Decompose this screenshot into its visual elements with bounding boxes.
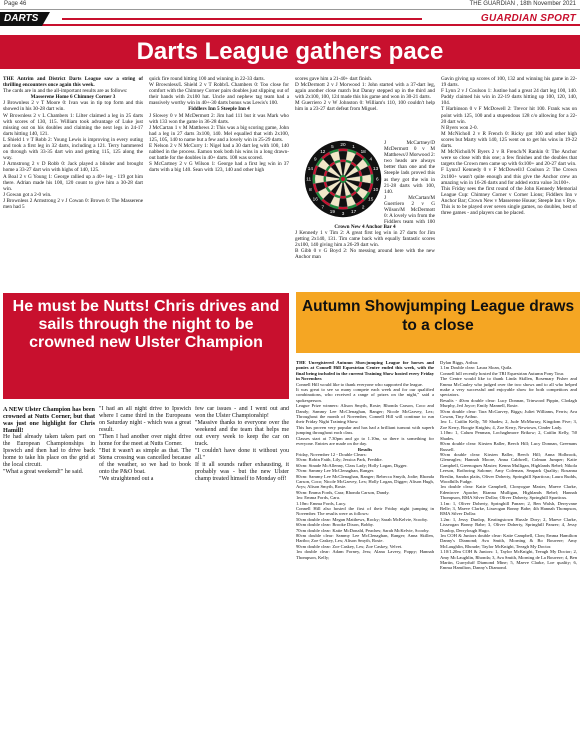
dartboard-number: 2 <box>361 204 365 210</box>
dartboard-number: 10 <box>373 187 379 193</box>
darts-para: S McCartney 2 v G Wilson 1: George had a first leg win in 37 darts with a big 140. Sean with 123, 140 and other high <box>149 161 289 174</box>
showjumping-para: 1.10/1.20m COH & Juniors: 1, Taylor McKnight, Teeagh My Doctor; 2, Amy McLaughlin, Rhonda; 3, Ava Smith, Morning de La Bouvere; 4, Ben Martin, Gurryduff Diamond Mine; 5, Maeve Clarke, Loe quality; 6, Emma Hamilton, Danny's Diamond. <box>440 549 577 571</box>
showjumping-para: 90cm double clear: Kirsten Baller, Beech Hill; Anna Holbrook, Gleneagles; Hannah Moore, Anna Caldwell, Colman Jumper; Katie Campbell, Greenogues Master; Kenna Mulligan, Highlands Rebel; Nikola Leeson, Rothwing Salome; Amy Coleman, Seapark Quality; Rosanna Breslin, Sandra plaits, Oliver Doherty, Springhill Sparticus; Laura Rudds, Woodhills Fudge. <box>440 451 577 484</box>
darts-para: T Harbinson 0 v F McDowell 2: Trevor hit 100. Frank was on point with 125, 100 and a stupendous 128 c/o allowing for a 22-20 dart win. <box>441 106 577 125</box>
darts-para: J Brownless 2 v T Moore 0: Ivan was in tip top form and this showed in his 30-28 dart win. <box>3 100 143 113</box>
showjumping-para: 1m: Emma Fords, Cara. <box>296 495 341 501</box>
dartboard-number: 14 <box>307 165 313 171</box>
showjumping-para: 50cm double clear: Tara McGarvey, Biggs; Juliet Williams, Ferris; Ava Cowan, Tiny Arthur. <box>440 408 577 420</box>
darts-para: A Boal 2 v G Young 1: George rallied up a 40+ leg - 119 got him there. Adrian made his 100, 120 count to give him a 30-28 dart win. <box>3 173 143 192</box>
darts-column-3-wrap <box>384 140 435 224</box>
ulster-para: "What a great weekend!" he said. <box>3 469 84 475</box>
showjumping-para: League Prize winners: Alison Smyth, Rosie; Rhonda Carson, Coco and Dandy; Sammy Lee McClenaghan, Ranger; Nicole McGarvey, Lex; Throughout the month of November, Connell Hill will continue to run their Friday Night Training Show. <box>296 403 434 425</box>
dartboard-number: 17 <box>351 209 357 215</box>
dartboard-number: 1 <box>352 143 355 149</box>
darts-para: E Nelson 2 v N McCurry 1: Nigel had a 30 dart leg with 100, 140 nabbed in the process. Eamon took both his wins in a long drawn-out battle for the doubles in 40+ darts. 108 was scored. <box>149 143 289 162</box>
darts-para: scores gave him a 21-40+ dart finish. <box>295 76 373 82</box>
showjumping-para: 60cm double clear: Brooke Dixon, Bobby. <box>296 522 374 528</box>
ulster-para: "Then I had another over night drive home for the meet at Nutts Corner. <box>99 434 191 447</box>
ulster-para: "Massive thanks to everyone over the weekend and the team that helps me out every week to keep the car on track. <box>195 420 289 447</box>
ulster-column-3 <box>195 406 289 734</box>
darts-para: W Brownless 2 v L Chambers 1: Lilter claimed a leg in 25 darts with scores of 130, 115. William took advantage of Luke just missing out on his doubles and claiming the next legs in 24-17 darts hitting 140, 121. <box>3 112 143 137</box>
showjumping-para: 1m double clear: Adam Forney, Jess; Alana Lavery, Poppy; Hannah Thompson, Kelly; <box>296 549 434 560</box>
showjumping-para: 60cm: Sinade McAllenny, Class Lady; Holly Logan, Digger. <box>296 462 408 468</box>
dartboard-number: 16 <box>312 196 318 202</box>
showjumping-para: Connell Hill also hosted the first of their Friday night jumping in November. The results were as follows: <box>296 505 434 517</box>
darts-subhead: Fiddlers Inn 5 Steeple Inn 4 <box>188 106 250 113</box>
darts-para: J Slowey 0 v M McDermott 2: Jim had 111 but it was Mark who with 133 won the game in 36-28 darts. <box>149 112 289 125</box>
darts-para: J McCartney/D McDermott 0 v M Matthews/J Morwood 2: two heads are always better than one and the Steeple lads proved this as they got the win in 21-28 darts with 100, 140. <box>384 140 435 195</box>
showjumping-para: 1.1m: 1, Oliver Doherty, Springhill Panzer; 2, Ben Walsh, Derryvane Belle; 3, Maeve Clarke, Lisseogan Bonny Babe; 4th Hannah Thompson, RMA Silver Dollar. <box>440 500 577 517</box>
darts-para: B Gibb 0 v G Boyd 2: No messing around here with the new Anchor man <box>295 248 435 261</box>
darts-para: J Armstrong 2 v D Robb 0: Jack played a blinder and brought home a 33-27 dart win with highs of 140, 125. <box>3 161 143 174</box>
ulster-column-2 <box>99 406 191 734</box>
dartboard-number: 7 <box>321 204 325 210</box>
dartboard-number: 18 <box>360 148 366 154</box>
dartboard-number: 8 <box>309 187 312 193</box>
ulster-para: few car issues - and I went out and won the Ulster Championship! <box>195 406 289 419</box>
ulster-para: "But it wasn't as simple as that. The Stena crossing was cancelled because of the weather, so we had to book onto the P&O boat. <box>99 448 191 475</box>
showjumping-para: 1.2m: 1, Jessy Dunlop, Keatingstown Hussle Dory; 2, Maeve Clarke, Lisseogan Bonny Babe; 3, Oliver Doherty, Springhill Panzer; 4, Jessy Dunlop, Derrylough Hugo. <box>440 516 577 533</box>
darts-column-1 <box>3 76 143 286</box>
darts-column-3-lower <box>295 224 435 286</box>
darts-subhead: Crown New 4 Anchor Bar 4 <box>334 224 396 230</box>
dartboard-number: 5 <box>331 143 334 149</box>
showjumping-para: This has proven very popular and has had a brilliant turnout with superb jumping throughout each class. <box>296 424 434 436</box>
darts-para: Gavin giving up scores of 100, 132 and winning his game in 22-19 darts. <box>441 76 577 89</box>
darts-para: J Brownless 2 Armstrong 2 v J Cowan 0: Brown 0: The Masserene men had 5 <box>3 197 143 210</box>
darts-para: M Guerriero 2 v W Johnston 0: William's 110, 100 couldn't help him in a 23-27 dart defeat from Miguel. <box>295 100 435 113</box>
showjumping-para: 50cm double clear: Megan Matthews, Rocky; Sarah McKelvie, Scooby. <box>296 516 428 522</box>
darts-para: W Brownless/L Shield 2 v T Robb/L Chambers 0: Too close for comfort with the Chimney Corner pairs doubles just slipping out of their hands with 2x100 hat. Uncle and nephew tag team had a massively worthy win in 40+-30 darts bonus was Lewis's 100. <box>149 82 289 107</box>
darts-para: This Friday sees the first round of the John Kennedy Memorial League Cup: Chimney Corner v Corner Lions; Fiddlers Inn v Anchor Bar; Crown New v Masserene House; Steeple Inn v Bye. <box>441 185 577 204</box>
showjumping-para: 90cm double clear: Zoe Caskey, Lex; Zoe Caskey, Velvet. <box>296 543 403 549</box>
dartboard-number: 4 <box>369 156 373 162</box>
brand-logo: GUARDIAN SPORT <box>480 13 576 24</box>
ulster-para: He had already taken taken part on the European Championships in Ipswich and then had to drive back home to take his place on the grid at the local circuit. <box>3 434 95 468</box>
section-rule <box>62 18 422 20</box>
darts-para: This is to be played over seven single games, no doubles, best of three games - and players can be placed. <box>441 203 577 217</box>
darts-column-3 <box>295 76 435 138</box>
showjumping-para: 80cm double clear: Kirsten Baller, Beech Hill; Lucy Donnan, Greenans Russell. <box>440 441 577 452</box>
dartboard-image <box>304 140 382 218</box>
darts-lede: THE Antrim and District Darts League saw a string of thrilling encounters once again this week. <box>3 76 143 89</box>
dartboard-number: 15 <box>368 196 374 202</box>
ulster-para: "I couldn't have done it without you all." <box>195 448 289 461</box>
darts-para: J Kennedy 1 v Tim 2: A great first leg win in 27 darts for Jim getting 2x140, 131. Tim came back with equally fantastic scores 2x100, 140 giving him a 26-29 dart win. <box>295 230 435 249</box>
showjumping-para: Dylan Biggs, Arthur. <box>440 360 479 365</box>
ulster-para: "I had an all night drive to Ipswich where I came third in the Europeans on Saturday night - which was a great result. <box>99 406 191 433</box>
showjumping-lede: THE Unregistered Autumn Showjumping League for horses and ponies at Connell Hill Equestrian Centre ended this week, with the final being included in the current Training Show hosted every Friday in November. <box>296 360 434 382</box>
showjumping-para: Results - 40cm double clear: Lucy Donnan, Trinwood Pippin, Clodagh Murphy, Jed Joyce; Emily Mannell, Rosie. <box>440 397 577 409</box>
darts-column-4 <box>441 76 577 286</box>
dartboard-number: 19 <box>329 209 335 215</box>
showjumping-para: 1.1m Double clear: Laura Sloan, Quila. <box>440 365 513 371</box>
dartboard-number: 3 <box>341 210 345 216</box>
showjumping-para: 80cm: Sammy Lee McClenaghan, Ranger; Rebecca Smyth, Jodie; Rhonda Carson, Coco; Nicole McGarvey, Lex; Holly Logan, Digger; Alison Hugh, Arys; Alison Smyth, Rosie. <box>296 473 434 490</box>
showjumping-para: 80cm double clear: Sammy Lee McClenaghan, Ranger; Anna Skillen, Haribo; Zoe Caskey, Lex; Alison Smyth, Rosie. <box>296 533 434 544</box>
ulster-lede: A NEW Ulster Champion has been crowned at Nutts Corner, but that was just one highlight for Chris Hamill! <box>3 406 95 434</box>
ulster-para: If it all sounds rather exhausting, it probably was - but the new Ulster champ treated himself to Monday off! <box>195 462 289 482</box>
darts-subhead: Masserene Home 6 Chimney Corner 3 <box>30 94 116 101</box>
showjumping-para: 70cm: Sammy Lee McClenaghan, Ranger. <box>296 468 375 474</box>
showjumping-column-2 <box>440 360 577 735</box>
darts-para: J Gowan got a 2-0 win. <box>3 191 52 198</box>
showjumping-para: Connell Hill would like to thank everyone who supported the league. <box>296 381 423 387</box>
page-header <box>0 0 580 10</box>
darts-para: J McCartan 1 v M Matthews 2: This was a big scoring game, John had a leg in 27 darts 3x100, 140. Mel equalled that with 2x100, 125, 105, 140 to name but a few and a lovely win in 25-29 darts. <box>149 124 289 143</box>
showjumping-para: Friday, November 12 - Double Clears: <box>296 451 367 457</box>
showjumping-para: Classes start at 7.30pm and go to 1.10m, so there is something for everyone. Entries are made on the day. <box>296 435 434 447</box>
darts-para: quick fire round hitting 100 and winning in 22-33 darts. <box>149 76 265 82</box>
results-subhead: Results <box>357 446 373 452</box>
showjumping-column-1 <box>296 360 434 735</box>
section-tag: DARTS <box>0 12 42 26</box>
ulster-column-1 <box>3 406 95 734</box>
section-bar <box>0 12 580 26</box>
showjumping-para: Connell hill recently hosted the TRI Equestrian Autumn Pony Tour. <box>440 370 565 376</box>
showjumping-para: 1m: L. Caitlin Kelly, '50 Shades; 2, Jude McMurray, Kingdom Five; 3, Zoe Kerry, Boogie Knights; 4, Zoe Kerry, Newtown, Cinder Lady. <box>440 419 577 430</box>
darts-para: L Shield 1 v T Robb 2: Young Lewis is improving in every outing and took a first leg in 32 darts, including a 121. Terry hammered on through with 33-35 dart win and getting 115, 125 along the way. <box>3 136 143 162</box>
darts-para: J McCartan/M Guerriero 2 v G Wilson/M McDermott 0: A lovely win from the Fiddlers team with 100 <box>384 194 435 224</box>
darts-para: F Lynn 2 v J Coulson 1: Justine had a great 24 dart leg 100, 140. Paddy claimed his win in 22-19 darts hitting up 100, 120, 140, 104. <box>441 88 577 107</box>
dartboard-number: 9 <box>313 156 317 162</box>
darts-column-2 <box>149 76 289 286</box>
showjumping-para: 90cm: Emma Fords, Cara; Rhonda Carson, Dandy. <box>296 489 390 495</box>
showjumping-para: 1.10m: Emma Fords, Lucy. <box>296 500 347 506</box>
showjumping-para: 1m COH & Juniors double clear: Katie Campbell, Clon; Emma Hamilton Danny's Diamond; Ava Smith, Morning & Bo Bouvere; Amy McLaughlin, Rhoude; Taylor McKnight, Teeagh My Doctor. <box>440 533 577 549</box>
dartboard-number: 12 <box>320 148 326 154</box>
darts-headline: Darts League gathers pace <box>0 35 580 69</box>
darts-para: D McDermott 2 v J Morwood 1: John started with a 37-dart leg, again another close match but Danny stepped up in the third and with 2x100, 100, 124 made this his game and won in 30-21 darts. <box>295 82 435 101</box>
ulster-headline: He must be Nutts! Chris drives and sails through the night to be crowned new Ulster Champion <box>3 293 289 399</box>
issue-date: THE GUARDIAN , 18th November 2021 <box>469 1 576 7</box>
showjumping-para: 70cm double clear: Katie McDonald, Peaches; Sarah McKelvie, Scooby. <box>296 527 430 533</box>
page-number: Page 46 <box>4 1 27 7</box>
dartboard-number: 6 <box>376 176 379 182</box>
showjumping-para: 1m double clear: Katie Campbell, Clonyogue Master, Maeve Clarke, Edentrove Apache; Rianna Mulligan, Highlands Rebel; Hannah Thompson, RMA Silver Dollar; Oliver Doherty, Springhill Sparticus. <box>440 484 577 501</box>
dartboard-number: 20 <box>340 142 346 148</box>
darts-para: The cards are in and the all-important results are as follows: <box>3 88 128 95</box>
dartboard-number: 11 <box>306 176 312 182</box>
showjumping-para: 1.10m: 1, Calum Penman, Lochaghmore Brikow; 2, Caitlin Kelly, '50 Shades. <box>440 430 577 441</box>
showjumping-headline: Autumn Showjumping League draws to a close <box>296 292 580 353</box>
showjumping-para: It was great to see so many compete each week and for our qualified combinations, who received a range of prizes on the night," said a spokesperson. <box>296 387 434 403</box>
showjumping-para: 50cm: Robin Faith, Lily; Jessica Park, Freddie. <box>296 457 383 463</box>
dartboard-number: 13 <box>373 165 379 171</box>
darts-para: M McNicholl/N Byers 2 v R French/N Rankin 0: The Anchor were so close with this one; a few finishes and the doubles that targets the Crown men came up with 6x100+ and 20-27 dart win. <box>441 149 577 168</box>
showjumping-para: The Centre would like to thank Linda Skillen, Rosemary Fisher and Emma McCauley who judged over the two shows and to all who helped make a very successful and enjoyable show for both competitors and spectators. <box>440 376 577 398</box>
darts-para: N Byers won 2-0. <box>441 124 478 131</box>
darts-para: F Lynn/J Kennedy 0 v F McDowell/J Coulson 2: The Crown 2x100+ wasn't quite enough and this give the Anchor crew an amazing win in 16-26 darts and for added extra value 3x100+. <box>441 167 577 186</box>
ulster-para: "We straightened out a <box>99 476 154 482</box>
darts-para: M McNicholl 2 v R French 0: Ricky got 100 and other high scores but Marty with 140, 125 went on to get his wins in 19-22 darts. <box>441 130 577 150</box>
